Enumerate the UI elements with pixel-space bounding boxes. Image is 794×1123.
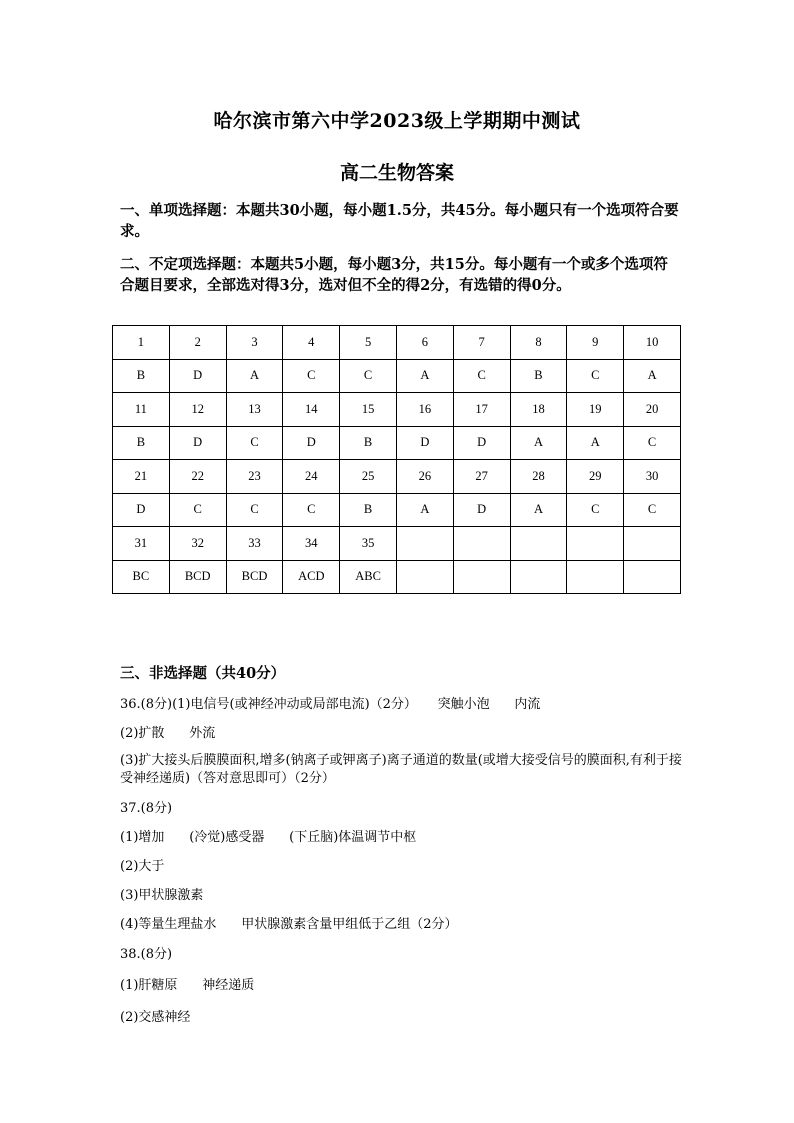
- table-cell: C: [283, 493, 340, 527]
- table-cell: D: [453, 426, 510, 460]
- table-cell: [624, 560, 681, 594]
- answer-line: (4)等量生理盐水 甲状腺激素含量甲组低于乙组（2分）: [120, 917, 458, 932]
- table-cell: C: [567, 493, 624, 527]
- table-cell: [453, 527, 510, 561]
- section-2-heading: 二、不定项选择题：本题共5小题，每小题3分，共15分。每小题有一个或多个选项符合题目要求，全部选对得3分，选对但不全的得2分，有选错的得0分。: [120, 256, 668, 294]
- table-cell: [396, 527, 453, 561]
- table-cell: 12: [169, 393, 226, 427]
- answer-line: 37.(8分): [120, 801, 173, 816]
- table-cell: [510, 560, 567, 594]
- table-cell: 24: [283, 460, 340, 494]
- table-row: [113, 493, 681, 527]
- table-cell: 9: [567, 326, 624, 360]
- table-cell: D: [453, 493, 510, 527]
- table-row: [113, 426, 681, 460]
- table-cell: B: [113, 426, 170, 460]
- table-cell: 33: [226, 527, 283, 561]
- table-cell: [453, 560, 510, 594]
- table-cell: C: [340, 359, 397, 393]
- document-title: 哈尔滨市第六中学2023级上学期期中测试: [213, 110, 581, 132]
- section-3-heading: 三、非选择题（共40分）: [120, 665, 286, 682]
- table-row: [113, 326, 681, 360]
- table-cell: ACD: [283, 560, 340, 594]
- answer-line: 36.(8分)(1)电信号(或神经冲动或局部电流)（2分） 突触小泡 内流: [120, 697, 541, 712]
- table-cell: A: [226, 359, 283, 393]
- table-cell: A: [567, 426, 624, 460]
- answer-line: (1)增加 (冷觉)感受器 (下丘脑)体温调节中枢: [120, 830, 417, 845]
- table-cell: 16: [396, 393, 453, 427]
- table-cell: B: [340, 426, 397, 460]
- table-cell: D: [169, 426, 226, 460]
- table-cell: D: [396, 426, 453, 460]
- table-row: [113, 393, 681, 427]
- table-cell: 1: [113, 326, 170, 360]
- table-cell: BC: [113, 560, 170, 594]
- table-cell: B: [510, 359, 567, 393]
- table-cell: [567, 527, 624, 561]
- table-row: [113, 560, 681, 594]
- answer-line: (2)大于: [120, 859, 165, 874]
- table-cell: A: [396, 493, 453, 527]
- table-cell: C: [453, 359, 510, 393]
- table-cell: C: [169, 493, 226, 527]
- table-cell: 8: [510, 326, 567, 360]
- table-cell: 27: [453, 460, 510, 494]
- document-subtitle: 高二生物答案: [339, 162, 454, 184]
- section-1-heading: 一、单项选择题：本题共30小题，每小题1.5分，共45分。每小题只有一个选项符合要求。: [120, 202, 679, 240]
- table-cell: 17: [453, 393, 510, 427]
- table-cell: C: [226, 493, 283, 527]
- table-cell: 28: [510, 460, 567, 494]
- table-cell: 7: [453, 326, 510, 360]
- table-cell: D: [169, 359, 226, 393]
- table-cell: A: [396, 359, 453, 393]
- table-cell: A: [624, 359, 681, 393]
- table-cell: [624, 527, 681, 561]
- table-cell: 4: [283, 326, 340, 360]
- table-cell: C: [624, 426, 681, 460]
- table-row: [113, 359, 681, 393]
- table-cell: 5: [340, 326, 397, 360]
- table-cell: C: [567, 359, 624, 393]
- answer-line: 38.(8分): [120, 947, 173, 962]
- table-cell: D: [283, 426, 340, 460]
- table-cell: 6: [396, 326, 453, 360]
- table-cell: 18: [510, 393, 567, 427]
- table-cell: ABC: [340, 560, 397, 594]
- table-cell: 15: [340, 393, 397, 427]
- table-cell: B: [340, 493, 397, 527]
- table-cell: A: [510, 426, 567, 460]
- table-cell: 22: [169, 460, 226, 494]
- table-cell: [510, 527, 567, 561]
- table-cell: 34: [283, 527, 340, 561]
- table-cell: 3: [226, 326, 283, 360]
- table-cell: A: [510, 493, 567, 527]
- table-cell: 32: [169, 527, 226, 561]
- table-cell: B: [113, 359, 170, 393]
- table-cell: 20: [624, 393, 681, 427]
- table-cell: 30: [624, 460, 681, 494]
- table-cell: 10: [624, 326, 681, 360]
- table-cell: C: [624, 493, 681, 527]
- answer-line: (2)交感神经: [120, 1010, 191, 1025]
- table-cell: 25: [340, 460, 397, 494]
- table-cell: [567, 560, 624, 594]
- table-cell: C: [226, 426, 283, 460]
- table-cell: 13: [226, 393, 283, 427]
- table-cell: BCD: [226, 560, 283, 594]
- table-cell: 2: [169, 326, 226, 360]
- table-cell: 29: [567, 460, 624, 494]
- answer-line: (2)扩散 外流: [120, 726, 216, 741]
- table-cell: D: [113, 493, 170, 527]
- table-cell: [396, 560, 453, 594]
- table-cell: 21: [113, 460, 170, 494]
- answer-line: (1)肝糖原 神经递质: [120, 978, 255, 993]
- table-cell: 35: [340, 527, 397, 561]
- table-cell: 31: [113, 527, 170, 561]
- table-cell: 26: [396, 460, 453, 494]
- table-cell: 19: [567, 393, 624, 427]
- table-cell: 23: [226, 460, 283, 494]
- table-row: [113, 460, 681, 494]
- table-cell: 11: [113, 393, 170, 427]
- table-cell: 14: [283, 393, 340, 427]
- answer-line: (3)扩大接头后膜膜面积,增多(钠离子或钾离子)离子通道的数量(或增大接受信号的膜面积,有利于接受神经递质)（答对意思即可）（2分）: [120, 753, 682, 786]
- answer-table: [112, 325, 681, 594]
- table-row: [113, 527, 681, 561]
- table-cell: BCD: [169, 560, 226, 594]
- table-cell: C: [283, 359, 340, 393]
- answer-line: (3)甲状腺激素: [120, 888, 204, 903]
